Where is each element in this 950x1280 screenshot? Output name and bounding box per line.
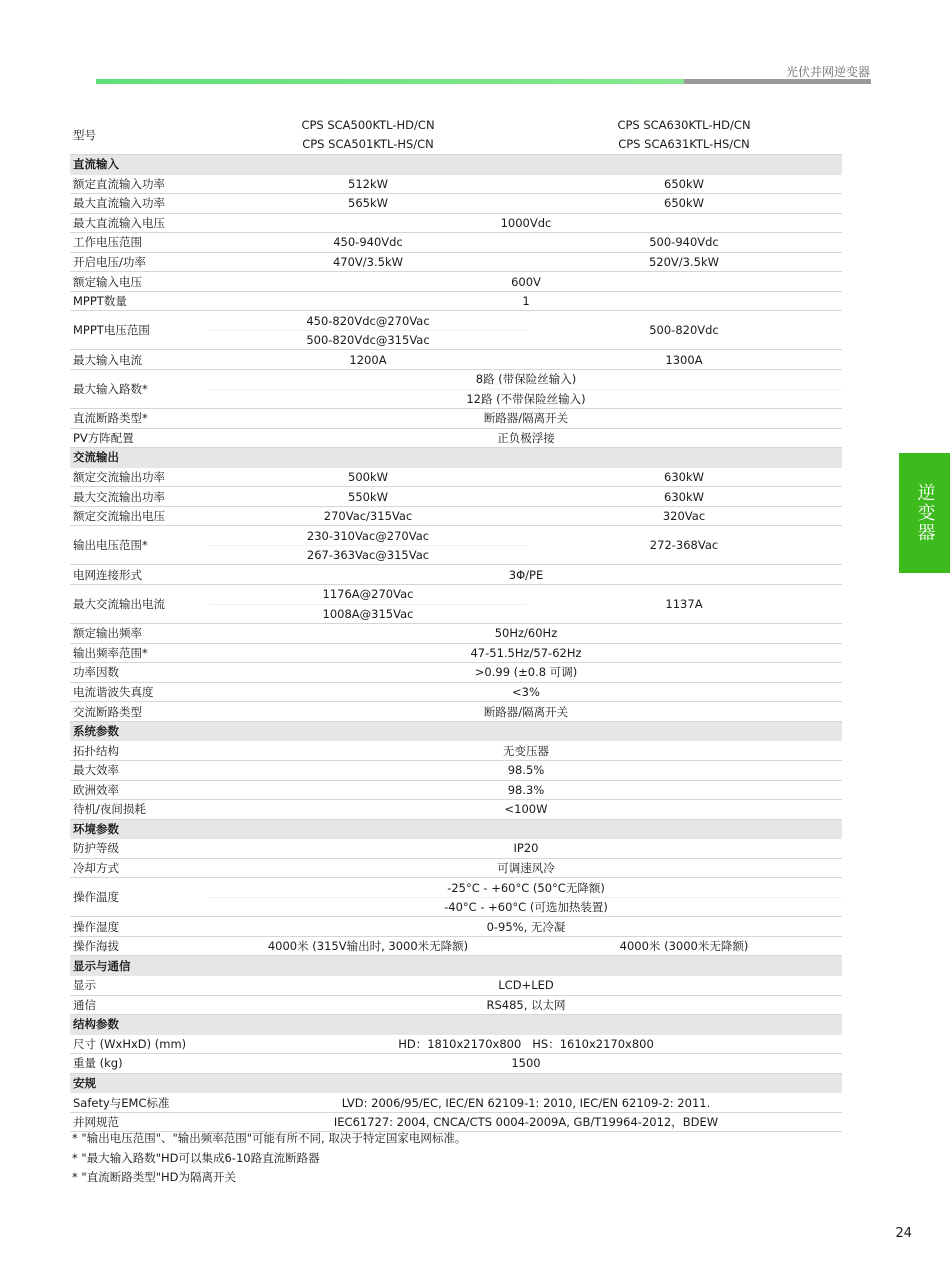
value-model1-line1: 230-310Vac@270Vac (210, 526, 526, 546)
row-label: Safety与EMC标准 (70, 1093, 210, 1113)
table-row (70, 878, 842, 898)
table-row (70, 233, 842, 253)
row-label: 尺寸 (WxHxD) (mm) (70, 1034, 210, 1054)
value-shared: 0-95%, 无冷凝 (210, 917, 842, 937)
footnote: * "输出电压范围"、"输出频率范围"可能有所不同, 取决于特定国家电网标准。 (72, 1131, 467, 1145)
table-row (70, 839, 842, 859)
table-row (70, 409, 842, 429)
value-model2: 272-368Vac (526, 526, 842, 565)
section-header (70, 1015, 842, 1035)
table-row (70, 213, 842, 233)
value-model2: 520V/3.5kW (526, 252, 842, 272)
value-shared: 无变压器 (210, 741, 842, 761)
value-shared: 98.3% (210, 780, 842, 800)
value-model2: 630kW (526, 487, 842, 507)
row-label: 额定输出频率 (70, 624, 210, 644)
row-label: 输出频率范围* (70, 643, 210, 663)
section-header (70, 1073, 842, 1093)
table-row (70, 506, 842, 526)
section-header (70, 956, 842, 976)
section-title: 安规 (70, 1073, 842, 1093)
value-shared: 正负极浮接 (210, 428, 842, 448)
table-row (70, 741, 842, 761)
row-label: 额定输入电压 (70, 272, 210, 292)
value-shared-line1: 8路 (带保险丝输入) (210, 370, 842, 390)
row-label: 通信 (70, 995, 210, 1015)
table-row (70, 252, 842, 272)
value-shared: 98.5% (210, 760, 842, 780)
value-model1-line2: 500-820Vdc@315Vac (210, 330, 526, 350)
value-model1: 512kW (210, 174, 526, 194)
section-title: 结构参数 (70, 1015, 842, 1035)
value-shared: RS485, 以太网 (210, 995, 842, 1015)
row-label: 交流断路类型 (70, 702, 210, 722)
value-shared: LCD+LED (210, 975, 842, 995)
value-model1-line1: 1176A@270Vac (210, 585, 526, 605)
section-header (70, 819, 842, 839)
value-shared: 1 (210, 291, 842, 311)
row-label: 直流断路类型* (70, 409, 210, 429)
value-shared: 600V (210, 272, 842, 292)
table-row (70, 311, 842, 331)
row-label: 最大效率 (70, 760, 210, 780)
row-label: 最大交流输出电流 (70, 585, 210, 624)
value-model1: 500kW (210, 467, 526, 487)
value-shared-line2: -40°C - +60°C (可选加热装置) (210, 897, 842, 917)
row-label: 显示 (70, 975, 210, 995)
value-model1: 565kW (210, 194, 526, 214)
section-title: 交流输出 (70, 448, 842, 468)
value-model2: 320Vac (526, 506, 842, 526)
model-col1-line2: CPS SCA501KTL-HS/CN (210, 135, 526, 155)
header-bar (96, 79, 871, 84)
table-row (70, 917, 842, 937)
table-row (70, 370, 842, 390)
table-row (70, 858, 842, 878)
table-row (70, 428, 842, 448)
value-model1-line2: 267-363Vac@315Vac (210, 545, 526, 565)
row-label: 最大交流输出功率 (70, 487, 210, 507)
side-tab-label: 逆变器 (914, 483, 936, 543)
value-shared-line2: 12路 (不带保险丝输入) (210, 389, 842, 409)
value-shared: 50Hz/60Hz (210, 624, 842, 644)
table-row (70, 115, 842, 135)
model-col2-line2: CPS SCA631KTL-HS/CN (526, 135, 842, 155)
value-model1: 450-940Vdc (210, 233, 526, 253)
section-title: 环境参数 (70, 819, 842, 839)
value-model1: 4000米 (315V输出时, 3000米无降额) (210, 936, 526, 956)
row-label: 最大直流输入电压 (70, 213, 210, 233)
value-model2: 500-820Vdc (526, 311, 842, 350)
table-row (70, 760, 842, 780)
side-tab (899, 453, 950, 573)
table-row (70, 526, 842, 546)
section-title: 直流输入 (70, 155, 842, 175)
table-row (70, 291, 842, 311)
table-row (70, 800, 842, 820)
row-label: 操作海拔 (70, 936, 210, 956)
section-title: 系统参数 (70, 721, 842, 741)
value-model1: 1200A (210, 350, 526, 370)
value-shared: 可调速风冷 (210, 858, 842, 878)
value-shared: 3Φ/PE (210, 565, 842, 585)
value-model2: 1300A (526, 350, 842, 370)
table-row (70, 350, 842, 370)
footnote: * "直流断路类型"HD为隔离开关 (72, 1170, 236, 1184)
row-label: 额定交流输出电压 (70, 506, 210, 526)
row-label: 工作电压范围 (70, 233, 210, 253)
table-row (70, 565, 842, 585)
value-shared: >0.99 (±0.8 可调) (210, 663, 842, 683)
table-row (70, 995, 842, 1015)
value-shared: IEC61727: 2004, CNCA/CTS 0004-2009A, GB/T19964-2012，BDEW (210, 1112, 842, 1132)
table-row (70, 643, 842, 663)
row-label: 最大输入路数* (70, 370, 210, 409)
table-row (70, 585, 842, 605)
row-label: MPPT数量 (70, 291, 210, 311)
row-label: 重量 (kg) (70, 1054, 210, 1074)
page-number: 24 (895, 1226, 912, 1241)
value-model2: 500-940Vdc (526, 233, 842, 253)
value-shared: 1500 (210, 1054, 842, 1074)
header-title: 光伏并网逆变器 (785, 65, 870, 79)
table-row (70, 663, 842, 683)
value-shared: <100W (210, 800, 842, 820)
row-label: 最大直流输入功率 (70, 194, 210, 214)
value-model1-line1: 450-820Vdc@270Vac (210, 311, 526, 331)
table-row (70, 624, 842, 644)
value-model2: 4000米 (3000米无降额) (526, 936, 842, 956)
table-row (70, 174, 842, 194)
table-row (70, 1054, 842, 1074)
row-label: 输出电压范围* (70, 526, 210, 565)
table-row (70, 1034, 842, 1054)
model-col1-line1: CPS SCA500KTL-HD/CN (301, 117, 435, 132)
value-shared: 断路器/隔离开关 (210, 702, 842, 722)
row-label: 电流谐波失真度 (70, 682, 210, 702)
spec-table (70, 115, 842, 1132)
row-label: 操作湿度 (70, 917, 210, 937)
value-shared-line1: -25°C - +60°C (50°C无降额) (210, 878, 842, 898)
row-label: 拓扑结构 (70, 741, 210, 761)
row-label: 冷却方式 (70, 858, 210, 878)
model-col2-line1: CPS SCA630KTL-HD/CN (617, 117, 751, 132)
row-label: 并网规范 (70, 1112, 210, 1132)
value-model1: 550kW (210, 487, 526, 507)
table-row (70, 682, 842, 702)
header-bar-accent (96, 79, 684, 84)
value-model2: 630kW (526, 467, 842, 487)
table-row (70, 975, 842, 995)
value-shared: 断路器/隔离开关 (210, 409, 842, 429)
value-model1: 270Vac/315Vac (210, 506, 526, 526)
section-header (70, 155, 842, 175)
value-shared: HD：1810x2170x800 HS：1610x2170x800 (210, 1034, 842, 1054)
row-label: 型号 (70, 115, 210, 155)
value-shared: LVD: 2006/95/EC, IEC/EN 62109-1: 2010, IEC/EN 62109-2: 2011. (210, 1093, 842, 1113)
row-label: MPPT电压范围 (70, 311, 210, 350)
table-row (70, 487, 842, 507)
table-row (70, 194, 842, 214)
value-model2: 1137A (526, 585, 842, 624)
row-label: PV方阵配置 (70, 428, 210, 448)
row-label: 功率因数 (70, 663, 210, 683)
row-label: 额定直流输入功率 (70, 174, 210, 194)
value-shared: 47-51.5Hz/57-62Hz (210, 643, 842, 663)
table-row (70, 467, 842, 487)
footnote: * "最大输入路数"HD可以集成6-10路直流断路器 (72, 1150, 320, 1165)
value-shared: IP20 (210, 839, 842, 859)
table-row (70, 936, 842, 956)
value-model1-line2: 1008A@315Vac (210, 604, 526, 624)
footnotes (72, 1129, 466, 1188)
row-label: 欧洲效率 (70, 780, 210, 800)
row-label: 开启电压/功率 (70, 252, 210, 272)
section-header (70, 448, 842, 468)
row-label: 操作温度 (70, 878, 210, 917)
value-shared: <3% (210, 682, 842, 702)
value-model2: 650kW (526, 174, 842, 194)
row-label: 待机/夜间损耗 (70, 800, 210, 820)
table-row (70, 702, 842, 722)
row-label: 防护等级 (70, 839, 210, 859)
value-shared: 1000Vdc (210, 213, 842, 233)
table-row (70, 780, 842, 800)
table-row (70, 272, 842, 292)
value-model1: 470V/3.5kW (210, 252, 526, 272)
value-model2: 650kW (526, 194, 842, 214)
section-header (70, 721, 842, 741)
section-title: 显示与通信 (70, 956, 842, 976)
row-label: 最大输入电流 (70, 350, 210, 370)
row-label: 额定交流输出功率 (70, 467, 210, 487)
table-row (70, 1093, 842, 1113)
row-label: 电网连接形式 (70, 565, 210, 585)
